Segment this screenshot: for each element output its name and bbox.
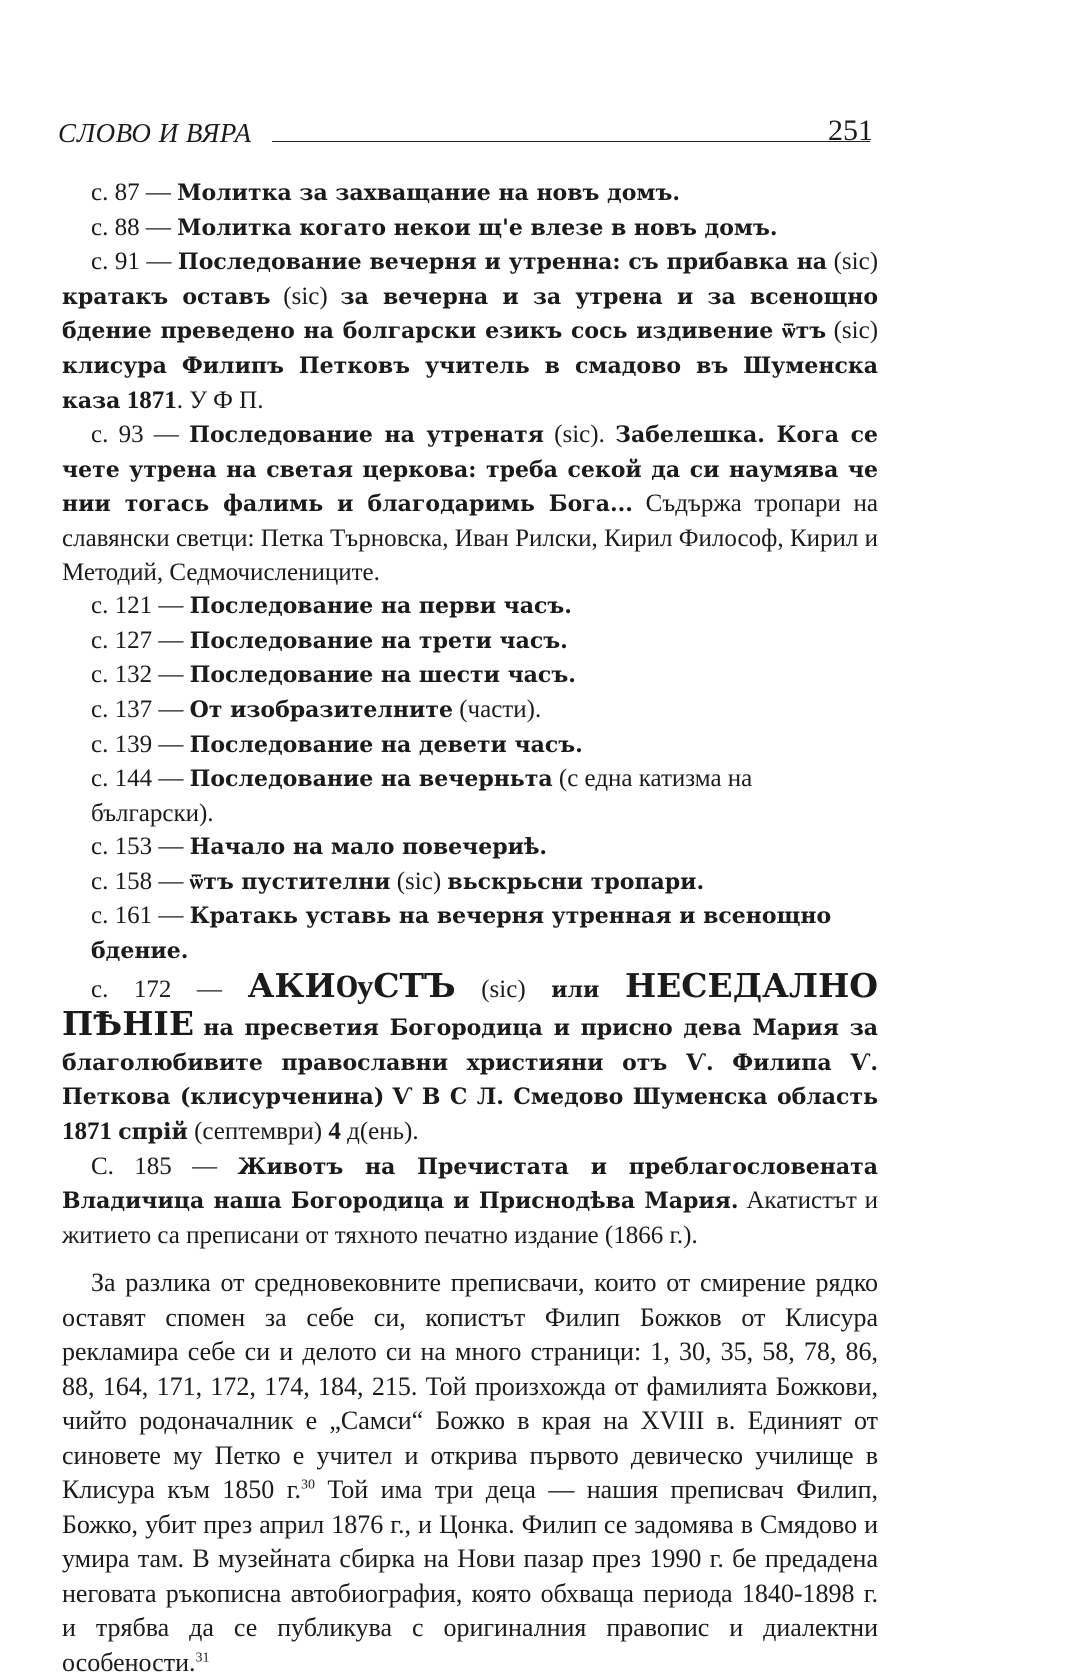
description-text: (септември) [194, 1118, 323, 1146]
entry-p91 [62, 245, 878, 418]
description-text: Акатистът и житието са преписани от тяхното печатно издание (1866 г.). [62, 1187, 878, 1249]
sic-note: (sic) [481, 975, 526, 1003]
church-slavonic-text: Последование на шести часъ. [189, 662, 576, 689]
entry-p172 [62, 965, 879, 1150]
church-slavonic-text: или [551, 976, 600, 1003]
entry-ref: с. 87 — [91, 179, 171, 206]
church-slavonic-text: спрій [118, 1119, 188, 1146]
church-slavonic-text: Кратакь уставь на вечерня утренная и всенощно бдение. [91, 903, 832, 965]
sic-note: (sic). [554, 421, 605, 449]
sic-note: (sic) [833, 248, 879, 276]
sic-note: (sic) [283, 282, 328, 310]
page-number: 251 [828, 114, 873, 147]
church-slavonic-text: клисура Филипъ Петковъ учитель в смадово въ Шуменска каза [62, 352, 878, 414]
paragraph-text: За разлика от средновековните преписвачи, които от смирение рядко оставят спомен за себе си, копистът Филип Божков от Клисура рекламира себе си и делото си на много страници: 1, 30, 35, 58, 78, 86, 88, 164, 171, 172, 174, 184, 215. Той произхожда от фамилията Божкови, чийто родоначалник е „Самси“ Божко в края на XVIII в. Единият от синовете му Петко е учител и открива първото девическо училище в Клисура към 1850 г. [62, 1268, 878, 1505]
description-text: (части). [459, 695, 542, 723]
entry-p158 [62, 865, 878, 900]
year: 1871 [62, 1118, 112, 1146]
entry-ref: с. 144 — [91, 765, 184, 793]
church-slavonic-text: Молитка за захващание на новъ домъ. [177, 180, 681, 206]
entry-ref: С. 185 — [91, 1152, 218, 1180]
entry-ref: с. 172 — [91, 975, 222, 1003]
church-slavonic-text: Последование на вечерньта [189, 766, 553, 793]
entry-ref: с. 153 — [91, 833, 184, 861]
church-slavonic-text: вьскрьсни тропари. [447, 868, 705, 895]
entry-p153 [62, 830, 878, 865]
church-slavonic-text: Последование на трети часъ. [189, 627, 568, 654]
entry-ref: с. 137 — [91, 695, 184, 723]
header-rule [272, 141, 870, 142]
church-slavonic-text: Последование вечерня и утренна: съ прибавка на [177, 249, 828, 276]
entry-p139 [62, 728, 878, 763]
entry-ref: с. 139 — [91, 730, 184, 758]
entry-p121 [62, 589, 878, 624]
church-slavonic-text: От изобразителните [189, 696, 453, 723]
entry-p127 [62, 624, 878, 659]
entry-ref: с. 127 — [91, 626, 184, 654]
entry-ref: с. 91 — [91, 248, 172, 276]
church-slavonic-text: Молитка когато некои щ'е влезе в новъ домъ. [177, 214, 778, 241]
day-number: 4 [328, 1118, 341, 1146]
church-slavonic-text: ѿтъ пустителни [189, 868, 391, 895]
church-slavonic-text: Последование на девети часъ. [189, 731, 583, 758]
entry-ref: с. 132 — [91, 661, 184, 689]
sic-note: (sic) [396, 867, 442, 895]
entry-p161 [62, 899, 878, 968]
church-slavonic-text: Ѵ В С Л. Смедово Шуменска область [392, 1084, 879, 1111]
church-slavonic-text: за вечерна и за утрена и за всенощно бдение преведено на болгарски езикъ сось издивение ѿтъ [62, 283, 879, 345]
description-text: (с една катизма на български). [91, 765, 753, 827]
entry-p93 [62, 418, 878, 589]
page-body [62, 176, 878, 1680]
church-slavonic-title: НЕСЕДАЛНО ПѢНІЕ [62, 965, 879, 1044]
entry-ref: с. 121 — [91, 592, 184, 620]
paragraph-text: Той има три деца — нашия преписвач Филип, Божко, убит през април 1876 г., и Цонка. Филип се задомява в Смядово и умира там. В музейната сбирка на Нови пазар през 1990 г. бе предадена неговата ръкописна автобиография, която обхваща периода 1840-1898 г. и трябва да се публикува с оригиналния правопис и диалектни особености. [62, 1475, 879, 1677]
sic-note: (sic) [833, 317, 879, 345]
church-slavonic-text: Начало на мало повечериѣ. [189, 834, 548, 861]
running-title: СЛОВО И ВЯРА [58, 118, 252, 148]
church-slavonic-text: Животъ на Пречистата и преблагословената Владичица наша Богородица и Приснодѣва Мария. [62, 1153, 878, 1215]
church-slavonic-text: Последование на утренатя [189, 422, 544, 449]
entry-ref: с. 158 — [91, 867, 184, 895]
entry-p144 [62, 762, 878, 830]
church-slavonic-text: Забелешка. Кога се чете утрена на светая церкова: треба секой да си наумява че нии тогась фалимь и благодаримь Бога... [62, 422, 879, 518]
footnote-ref: 30 [300, 1477, 315, 1493]
entry-p137 [62, 693, 878, 728]
entry-p185 [62, 1150, 878, 1253]
entry-ref: с. 161 — [91, 902, 184, 930]
church-slavonic-text: на пресветия Богородица и присно дева Мария за благолюбивите православни християни отъ Ѵ. Филипа Ѵ. Петкова (клисурченина) [62, 1015, 879, 1111]
entry-ref: с. 93 — [91, 421, 179, 449]
entry-p132 [62, 658, 878, 693]
description-text: Съдържа тропари на славянски светци: Петка Търновска, Иван Рилски, Кирил Философ, Кирил и Методий, Седмочислениците. [62, 490, 879, 586]
entry-p87 [62, 176, 878, 211]
body-paragraph [62, 1266, 878, 1680]
entry-tail: . У Ф П. [176, 386, 264, 414]
footnote-ref: 31 [195, 1650, 210, 1666]
entry-p88 [62, 211, 878, 246]
church-slavonic-text: Последование на перви часъ. [189, 593, 572, 620]
entry-ref: с. 88 — [91, 213, 171, 241]
description-text: д(ень). [347, 1118, 419, 1146]
church-slavonic-text: кратакъ оставъ [62, 283, 271, 310]
running-header [58, 114, 873, 158]
church-slavonic-title: АКИѸСТЪ [247, 965, 456, 1005]
year: 1871 [126, 386, 177, 414]
